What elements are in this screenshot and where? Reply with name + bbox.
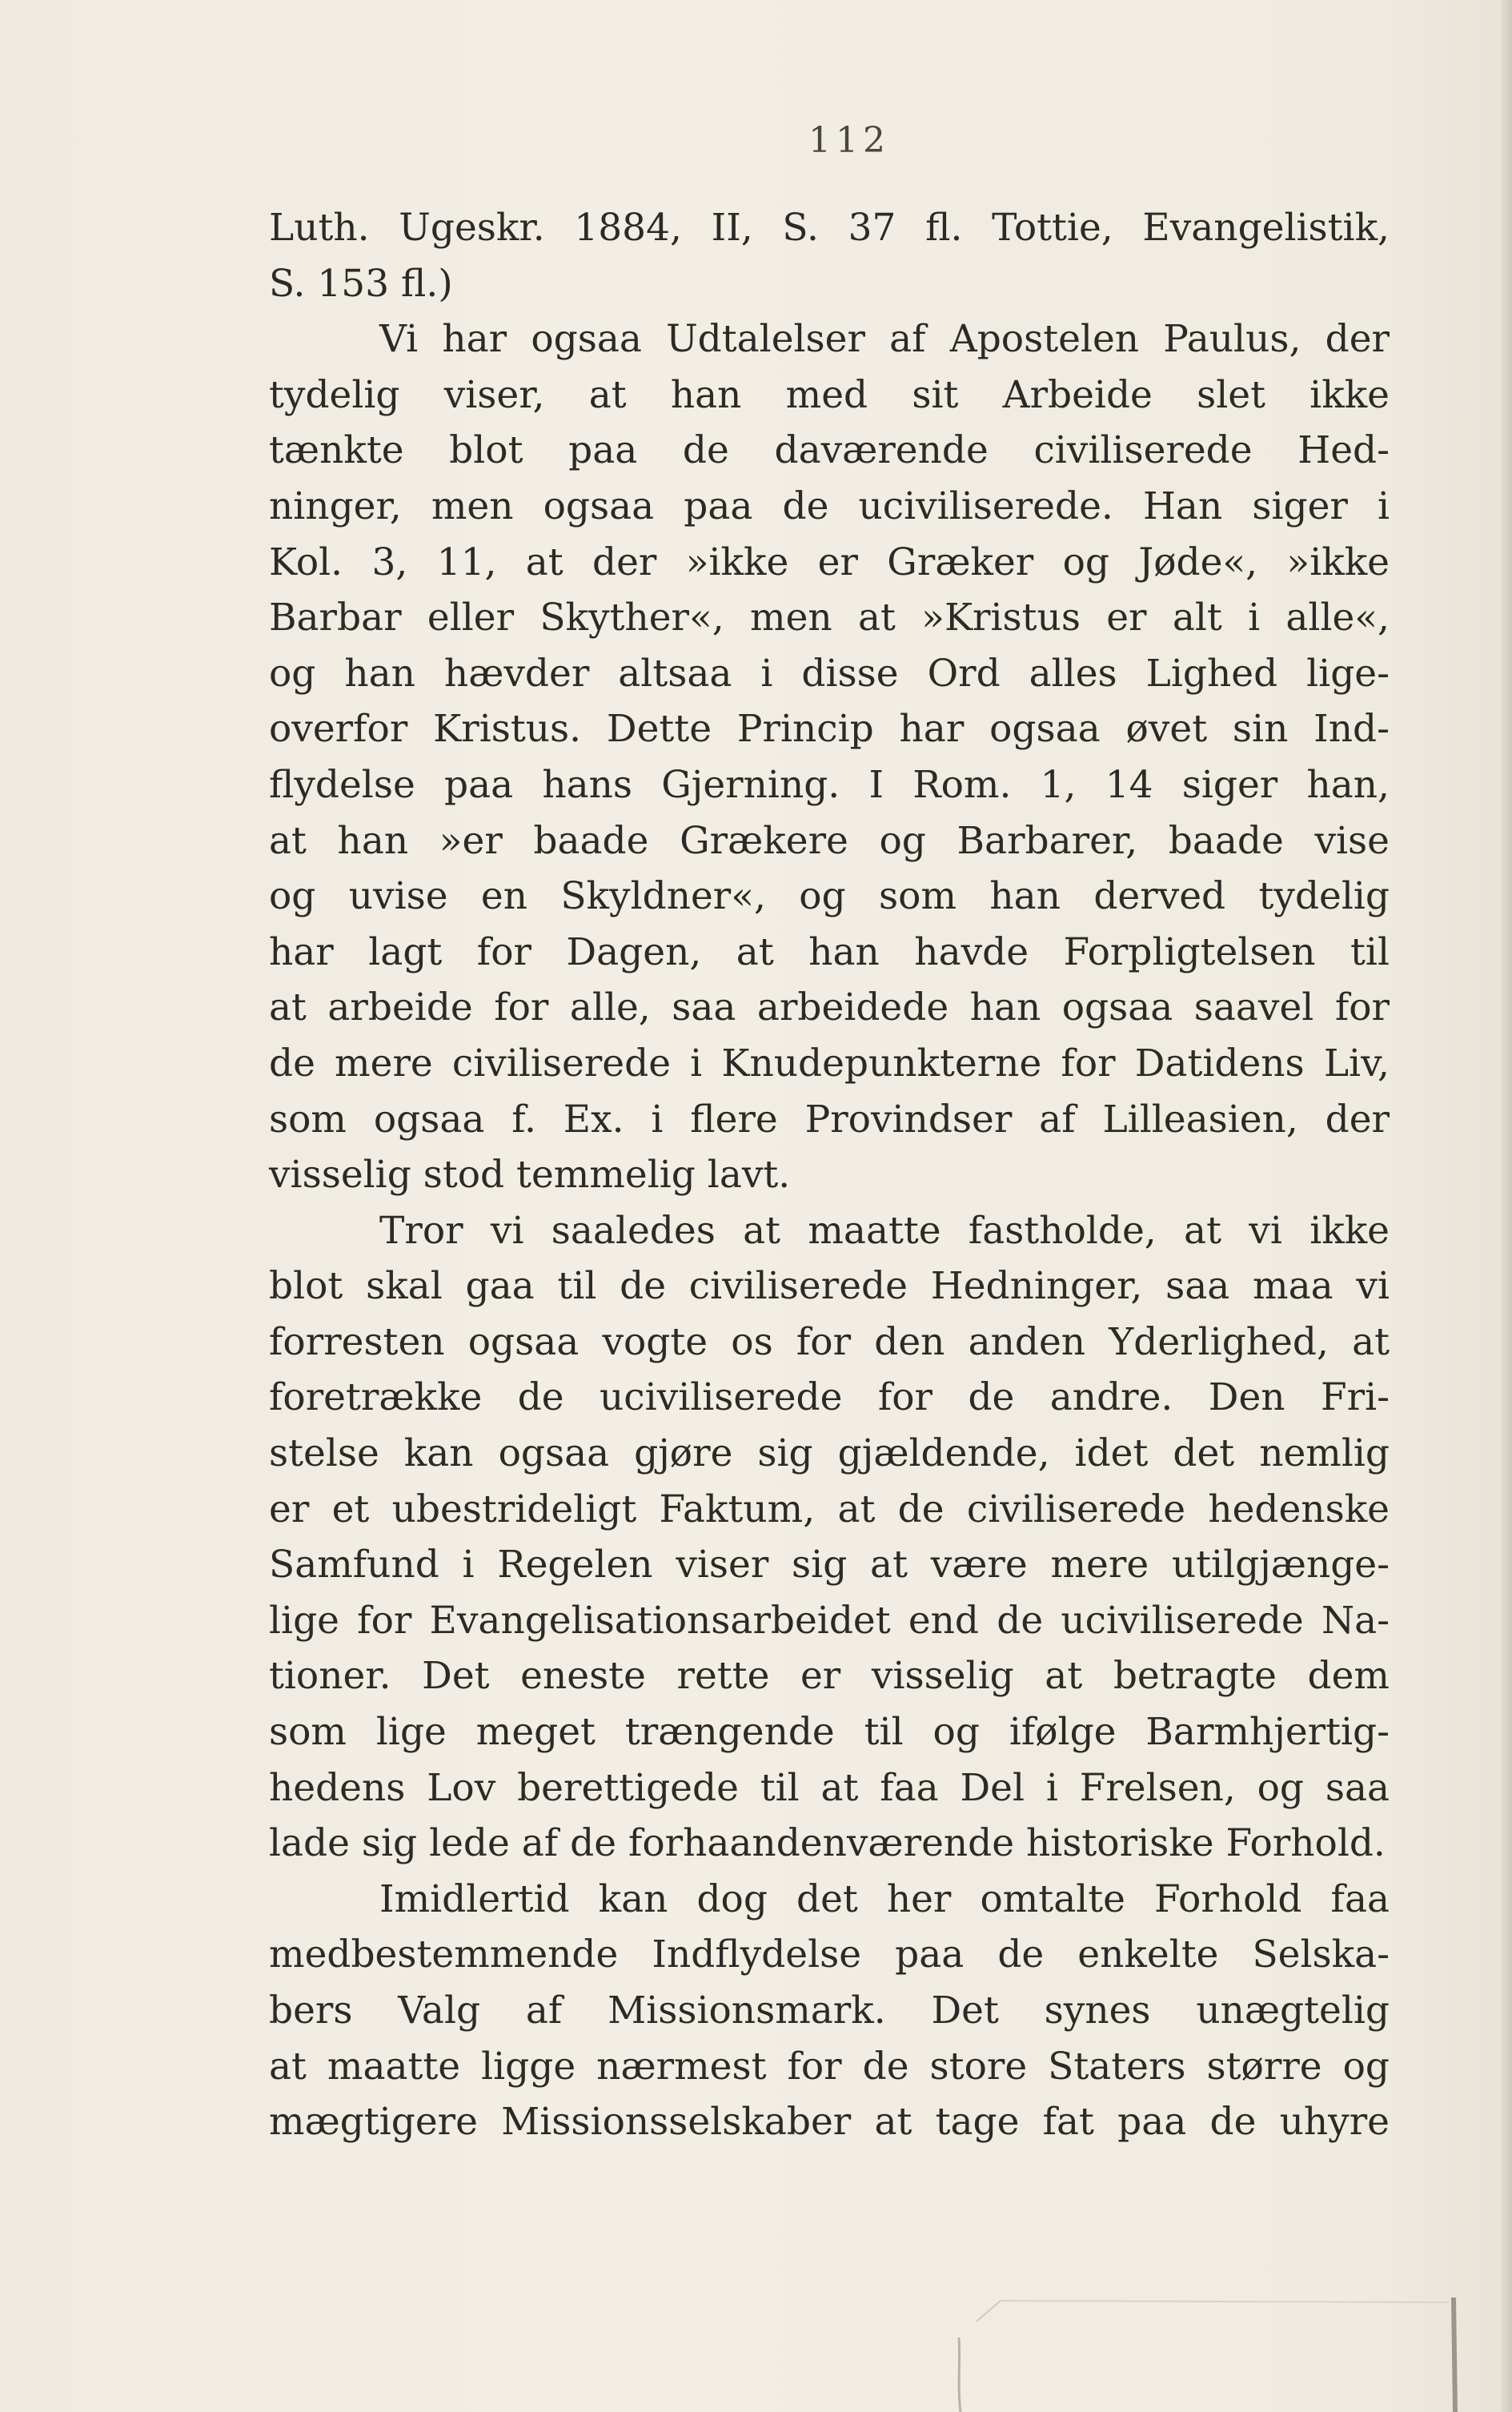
- text-line: blot skal gaa til de civiliserede Hedninger, saa maa vi: [269, 1264, 1390, 1309]
- text-line: S. 153 fl.): [269, 261, 453, 306]
- text-line: Vi har ogsaa Udtalelser af Apostelen Paulus, der: [379, 317, 1390, 362]
- text-line: lige for Evangelisationsarbeidet end de uciviliserede Na-: [269, 1598, 1390, 1643]
- text-line: som lige meget trængende til og ifølge Barmhjertig-: [269, 1710, 1390, 1755]
- text-line: tydelig viser, at han med sit Arbeide slet ikke: [269, 372, 1390, 417]
- text-line: at han »er baade Grækere og Barbarer, baade vise: [269, 818, 1390, 863]
- page-number: 112: [808, 120, 890, 161]
- text-line: som ogsaa f. Ex. i flere Provindser af Lilleasien, der: [269, 1097, 1390, 1142]
- text-line: Samfund i Regelen viser sig at være mere utilgjænge-: [269, 1543, 1390, 1587]
- text-line: tioner. Det eneste rette er visselig at betragte dem: [269, 1654, 1390, 1699]
- text-line: overfor Kristus. Dette Princip har ogsaa øvet sin Ind-: [269, 707, 1390, 752]
- text-line: tænkte blot paa de daværende civiliserede Hed-: [269, 428, 1390, 473]
- text-line: Barbar eller Skyther«, men at »Kristus er alt i alle«,: [269, 596, 1390, 640]
- text-line: de mere civiliserede i Knudepunkterne for Datidens Liv,: [269, 1041, 1390, 1086]
- text-line: og han hævder altsaa i disse Ord alles Lighed lige-: [269, 651, 1390, 696]
- body-text: [269, 200, 1390, 2150]
- text-line: Imidlertid kan dog det her omtalte Forhold faa: [379, 1876, 1390, 1921]
- text-line: har lagt for Dagen, at han havde Forpligtelsen til: [269, 929, 1390, 974]
- text-line: ninger, men ogsaa paa de uciviliserede. Han siger i: [269, 484, 1390, 528]
- text-line: visselig stod temmelig lavt.: [269, 1153, 791, 1198]
- text-line: flydelse paa hans Gjerning. I Rom. 1, 14 siger han,: [269, 762, 1390, 807]
- text-line: at arbeide for alle, saa arbeidede han ogsaa saavel for: [269, 985, 1390, 1030]
- text-line: forresten ogsaa vogte os for den anden Yderlighed, at: [269, 1319, 1390, 1364]
- page-edge: [1501, 0, 1512, 2412]
- text-line: lade sig lede af de forhaandenværende historiske Forhold.: [269, 1821, 1386, 1866]
- text-line: bers Valg af Missionsmark. Det synes unægtelig: [269, 1989, 1390, 2033]
- text-line: Luth. Ugeskr. 1884, II, S. 37 fl. Tottie, Evangelistik,: [269, 206, 1390, 250]
- text-line: hedens Lov berettigede til at faa Del i Frelsen, og saa: [269, 1765, 1390, 1810]
- text-line: foretrække de uciviliserede for de andre. Den Fri-: [269, 1375, 1390, 1420]
- text-line: Tror vi saaledes at maatte fastholde, at vi ikke: [379, 1208, 1390, 1253]
- text-line: at maatte ligge nærmest for de store Staters større og: [269, 2044, 1390, 2089]
- scan-artifact: [953, 2298, 1465, 2412]
- text-line: er et ubestrideligt Faktum, at de civiliserede hedenske: [269, 1487, 1390, 1531]
- text-line: mægtigere Missionsselskaber at tage fat paa de uhyre: [269, 2100, 1390, 2145]
- text-line: medbestemmende Indflydelse paa de enkelte Selska-: [269, 1932, 1390, 1977]
- text-line: stelse kan ogsaa gjøre sig gjældende, idet det nemlig: [269, 1431, 1390, 1476]
- text-line: Kol. 3, 11, at der »ikke er Græker og Jøde«, »ikke: [269, 540, 1390, 584]
- text-line: og uvise en Skyldner«, og som han derved tydelig: [269, 874, 1390, 919]
